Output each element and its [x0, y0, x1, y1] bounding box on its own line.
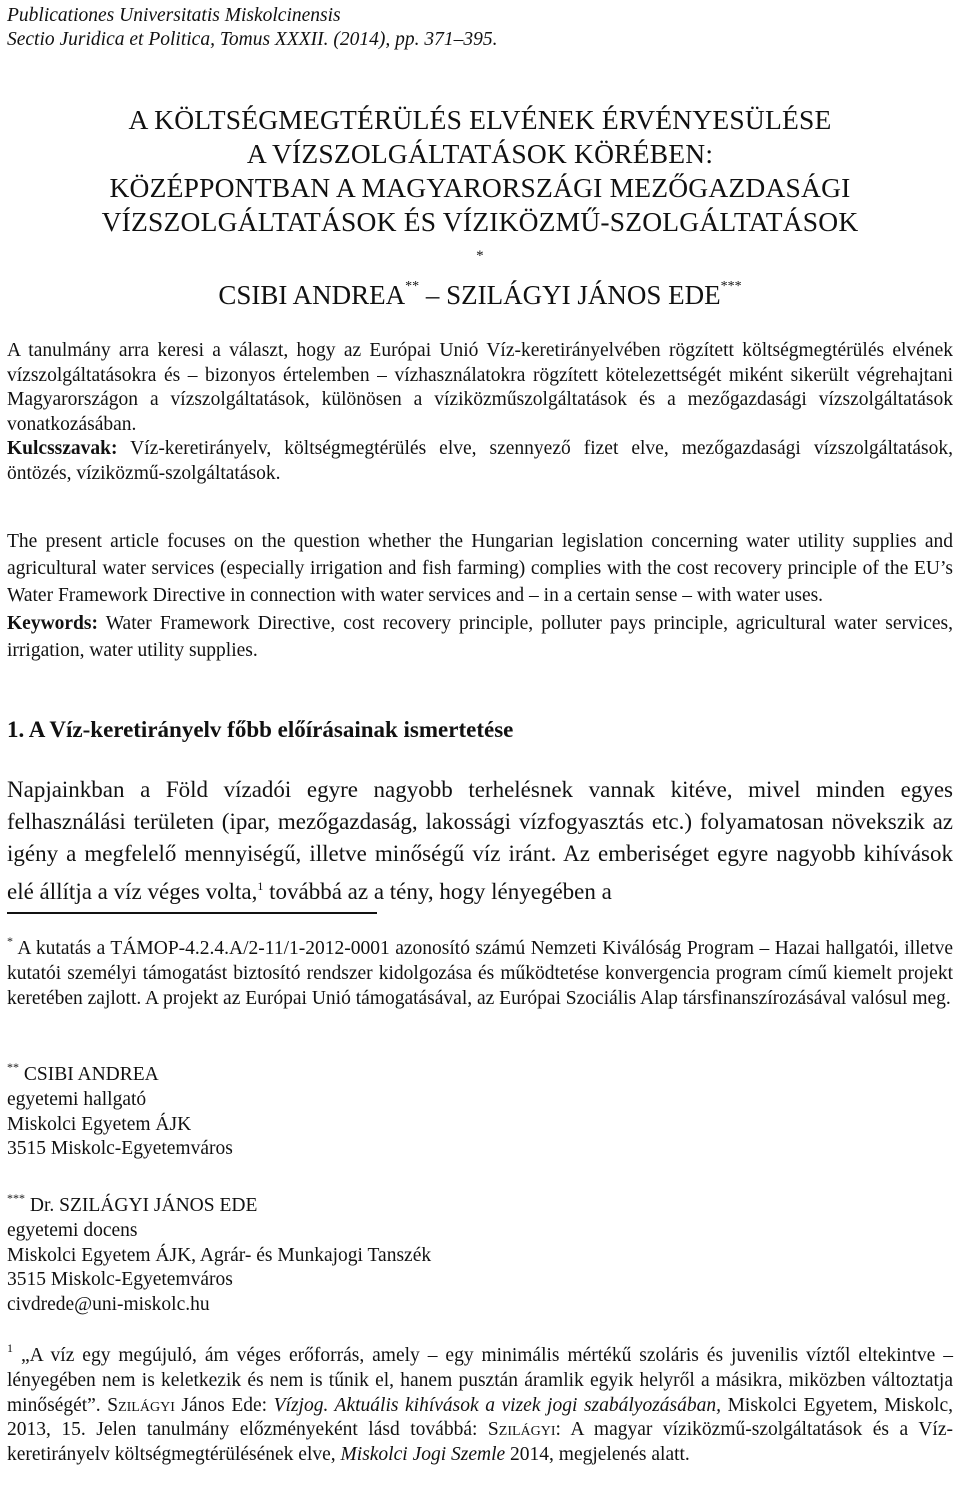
- footnote-star-text: [7, 929, 953, 1011]
- title-line-3: KÖZÉPPONTBAN A MAGYARORSZÁGI MEZŐGAZDASÁGI: [109, 172, 851, 203]
- author-2-name-line: [7, 1186, 953, 1219]
- author-separator: –: [419, 280, 447, 310]
- footnote-1-ref2-tail: 2014, megjelenés alatt.: [505, 1444, 690, 1466]
- body-text: [7, 774, 953, 908]
- keywords-hu-text: Víz-keretirányelv, költségmegtérülés elve, szennyező fizet elve, mezőgazdasági vízszolgáltatások, öntözés, víziközmű-szolgáltatások.: [7, 438, 953, 484]
- footnote-ref-1[interactable]: 1: [257, 879, 264, 893]
- title-line-4-text: VÍZSZOLGÁLTATÁSOK ÉS VÍZIKÖZMŰ-SZOLGÁLTATÁSOK: [101, 206, 859, 237]
- keywords-hu-label: Kulcsszavak:: [7, 438, 118, 460]
- body-text-before: Napjainkban a Föld vízadói egyre nagyobb terhelésnek vannak kitéve, mivel minden egyes felhasználási területen (ipar, mezőgazdaság, lakossági vízfogyasztás etc.) folyamatosan növekszik az igény a megfelelő mennyiségű, illetve minőségű víz iránt. Az emberiséget egyre nagyobb kihívások elé állítja a víz véges volta,: [7, 777, 953, 904]
- paper-title: [7, 103, 953, 278]
- footnote-1-ref2-journal: Miskolci Jogi Szemle: [340, 1444, 506, 1466]
- author-2-fn-name: Dr. SZILÁGYI JÁNOS EDE: [25, 1195, 258, 1216]
- footnote-author-1: [7, 1055, 953, 1162]
- section-heading: 1. A Víz-keretirányelv főbb előírásainak ismertetése: [7, 717, 514, 742]
- keywords-en-text: Water Framework Directive, cost recovery principle, polluter pays principle, agricultural water services, irrigation, water utility supplies.: [7, 612, 953, 661]
- author-2-email[interactable]: civdrede@uni-miskolc.hu: [7, 1294, 210, 1316]
- author-2-role: egyetemi docens: [7, 1219, 138, 1241]
- footnote-1-ref2-author: Szilágyi: [487, 1419, 556, 1441]
- journal-header: [7, 4, 498, 52]
- author-1: CSIBI ANDREA: [218, 280, 406, 310]
- journal-name: Publicationes Universitatis Miskolcinensis: [7, 5, 341, 26]
- author-2-address: 3515 Miskolc-Egyetemváros: [7, 1269, 233, 1291]
- footnote-star-mark: *: [7, 934, 13, 948]
- author-1-name-line: [7, 1055, 953, 1088]
- abstract-hu-text: A tanulmány arra keresi a választ, hogy az Európai Unió Víz-keretirányelvében rögzített költségmegtérülés elvének vízszolgáltatásokra és – bizonyos értelemben – vízhasználatokra rögzített kötelezettségét miként sikerült végrehajtani Magyarországon a vízszolgáltatások, különösen a víziközműszolgáltatások és a mezőgazdasági vízszolgáltatások vonatkozásában.: [7, 340, 953, 435]
- author-2: SZILÁGYI JÁNOS EDE: [446, 280, 721, 310]
- keywords-hu: [7, 437, 953, 486]
- footnote-1: [7, 1336, 953, 1468]
- author-1-address: 3515 Miskolc-Egyetemváros: [7, 1138, 233, 1160]
- title-line-2: A VÍZSZOLGÁLTATÁSOK KÖRÉBEN:: [246, 138, 714, 169]
- keywords-en: [7, 610, 953, 664]
- footnote-1-ref1-rest: János Ede:: [174, 1394, 274, 1416]
- body-text-after: továbbá az a tény, hogy lényegében a: [263, 879, 612, 904]
- footnote-star-body: A kutatás a TÁMOP-4.2.4.A/2-11/1-2012-0001 azonosító számú Nemzeti Kiválóság Program – Hazai hallgatói, illetve kutatói személyi támogatást biztosító rendszer kidolgozása és működtetése konvergencia program című kiemelt projekt keretében zajlott. A projekt az Európai Unió támogatásával, az Európai Szociális Alap társfinanszírozásával valósul meg.: [7, 938, 953, 1009]
- footnote-1-ref1-author: Szilágyi: [107, 1394, 175, 1416]
- abstract-hungarian: [7, 339, 953, 487]
- author-1-role: egyetemi hallgató: [7, 1088, 147, 1110]
- abstract-en-text: The present article focuses on the question whether the Hungarian legislation concerning water utility supplies and agricultural water services (especially irrigation and fish farming) complies with the cost recovery principle of the EU’s Water Framework Directive in connection with water services and – in a certain sense – with water uses.: [7, 531, 953, 607]
- footnote-author-2: [7, 1186, 953, 1318]
- title-footnote-mark[interactable]: *: [476, 248, 484, 264]
- journal-volume: Sectio Juridica et Politica, Tomus XXXII. (2014), pp. 371–395.: [7, 29, 498, 50]
- author-1-mark[interactable]: **: [405, 279, 420, 294]
- author-line: [7, 270, 953, 312]
- author-1-fn-name: CSIBI ANDREA: [19, 1064, 159, 1085]
- title-line-1: A KÖLTSÉGMEGTÉRÜLÉS ELVÉNEK ÉRVÉNYESÜLÉSE: [128, 104, 832, 135]
- footnote-1-text: [7, 1336, 953, 1468]
- footnote-separator: [7, 912, 377, 914]
- footnote-star: [7, 929, 953, 1011]
- footnote-1-quote: „A víz egy megújuló, ám véges erőforrás, amely – egy minimális mértékű szoláris és juvenilis víztől eltekintve – lényegében nem is keletkezik és nem is tűnik el, hanem pusztán áramlik egyik helyről a másikra, miközben változtatja minőségét”.: [7, 1345, 953, 1416]
- footnote-1-ref2-rest: : A magyar víziközmű-szolgáltatások és a Víz-keretirányelv költségmegtérülésének elve,: [7, 1419, 953, 1466]
- footnote-1-ref1-title: Vízjog. Aktuális kihívások a vizek jogi szabályozásában,: [273, 1394, 722, 1416]
- footnote-1-ref1-pub: Miskolci Egyetem, Miskolc, 2013, 15. Jelen tanulmány előzményeként lásd továbbá:: [7, 1394, 954, 1441]
- keywords-en-label: Keywords:: [7, 612, 98, 634]
- author-1-fn-mark: **: [7, 1060, 19, 1074]
- title-line-4: [7, 205, 953, 278]
- author-2-mark[interactable]: ***: [720, 279, 742, 294]
- author-2-fn-mark: ***: [7, 1191, 25, 1205]
- body-paragraph: [7, 774, 953, 908]
- abstract-english: [7, 528, 953, 664]
- author-1-affiliation: Miskolci Egyetem ÁJK: [7, 1113, 192, 1135]
- footnote-1-mark: 1: [7, 1341, 13, 1355]
- author-2-affiliation: Miskolci Egyetem ÁJK, Agrár- és Munkajogi Tanszék: [7, 1244, 432, 1266]
